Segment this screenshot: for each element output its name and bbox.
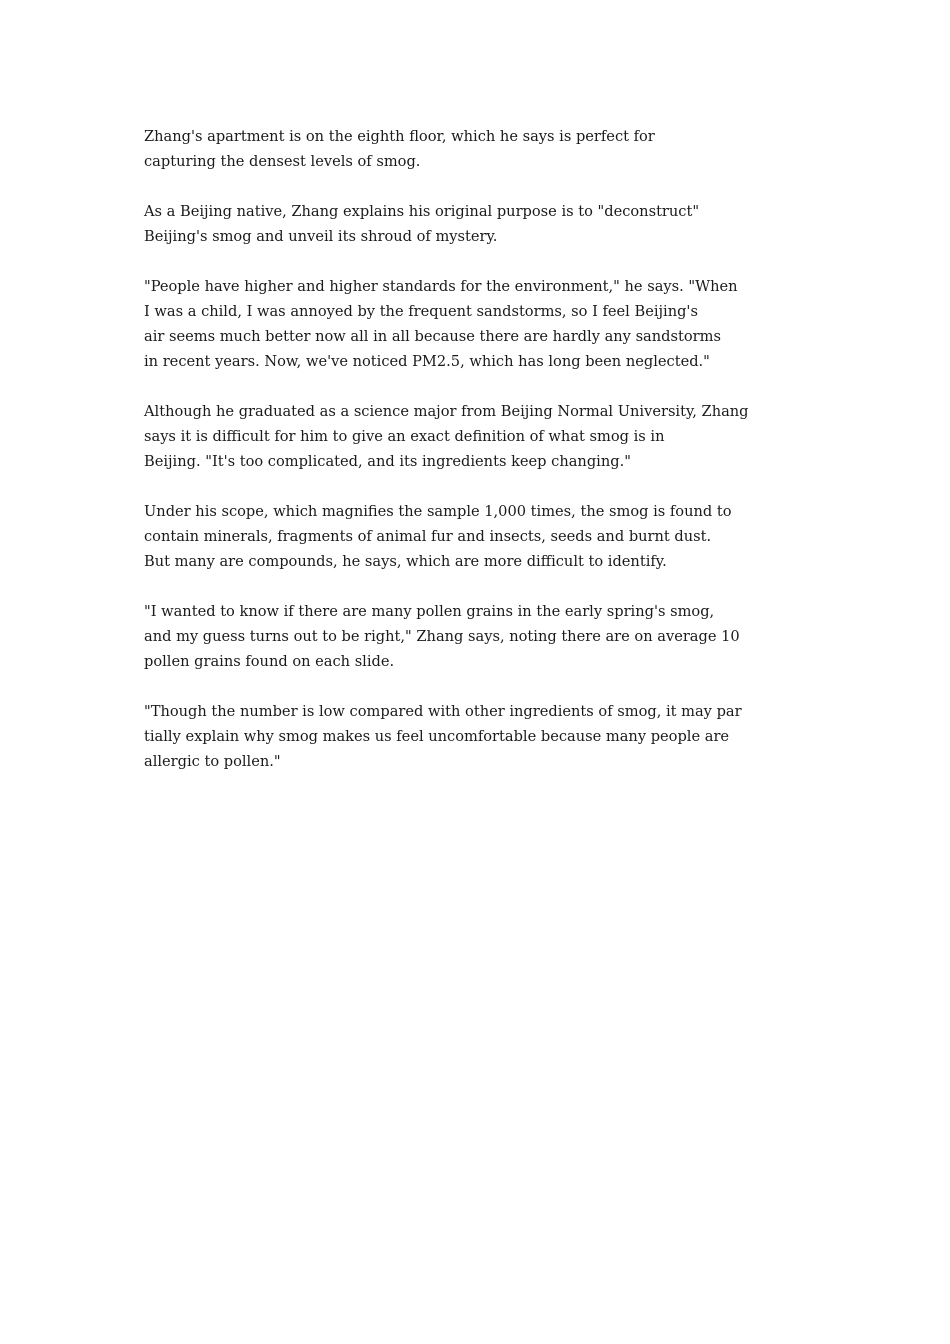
paragraph-7: [144, 699, 824, 774]
text-line: As a Beijing native, Zhang explains his original purpose is to "deconstruct": [144, 203, 700, 220]
paragraph-3: [144, 274, 824, 374]
text-line: "People have higher and higher standards for the environment," he says. "When: [144, 278, 738, 295]
paragraph-1: [144, 124, 824, 174]
text-line: in recent years. Now, we've noticed PM2.5, which has long been neglected.": [144, 353, 710, 370]
paragraph-2: [144, 199, 824, 249]
text-line: says it is difficult for him to give an exact definition of what smog is in: [144, 428, 665, 445]
text-line: Zhang's apartment is on the eighth floor, which he says is perfect for: [144, 128, 655, 145]
paragraph-4: [144, 399, 824, 474]
text-line: contain minerals, fragments of animal fur and insects, seeds and burnt dust.: [144, 528, 712, 545]
text-line: Beijing. "It's too complicated, and its ingredients keep changing.": [144, 453, 631, 470]
text-line: air seems much better now all in all because there are hardly any sandstorms: [144, 328, 721, 345]
text-line: Beijing's smog and unveil its shroud of mystery.: [144, 228, 498, 245]
text-line: capturing the densest levels of smog.: [144, 153, 421, 170]
paragraph-5: [144, 499, 824, 574]
text-line: "Though the number is low compared with other ingredients of smog, it may par: [144, 703, 742, 720]
text-line: and my guess turns out to be right," Zhang says, noting there are on average 10: [144, 628, 740, 645]
text-line: tially explain why smog makes us feel uncomfortable because many people are: [144, 728, 730, 745]
paragraph-6: [144, 599, 824, 674]
text-line: allergic to pollen.": [144, 753, 281, 770]
text-line: I was a child, I was annoyed by the frequent sandstorms, so I feel Beijing's: [144, 303, 698, 320]
text-line: Although he graduated as a science major from Beijing Normal University, Zhang: [144, 403, 749, 420]
text-line: But many are compounds, he says, which are more difficult to identify.: [144, 553, 667, 570]
document-body: [144, 124, 824, 799]
text-line: Under his scope, which magnifies the sample 1,000 times, the smog is found to: [144, 503, 732, 520]
text-line: pollen grains found on each slide.: [144, 653, 395, 670]
text-line: "I wanted to know if there are many pollen grains in the early spring's smog,: [144, 603, 715, 620]
